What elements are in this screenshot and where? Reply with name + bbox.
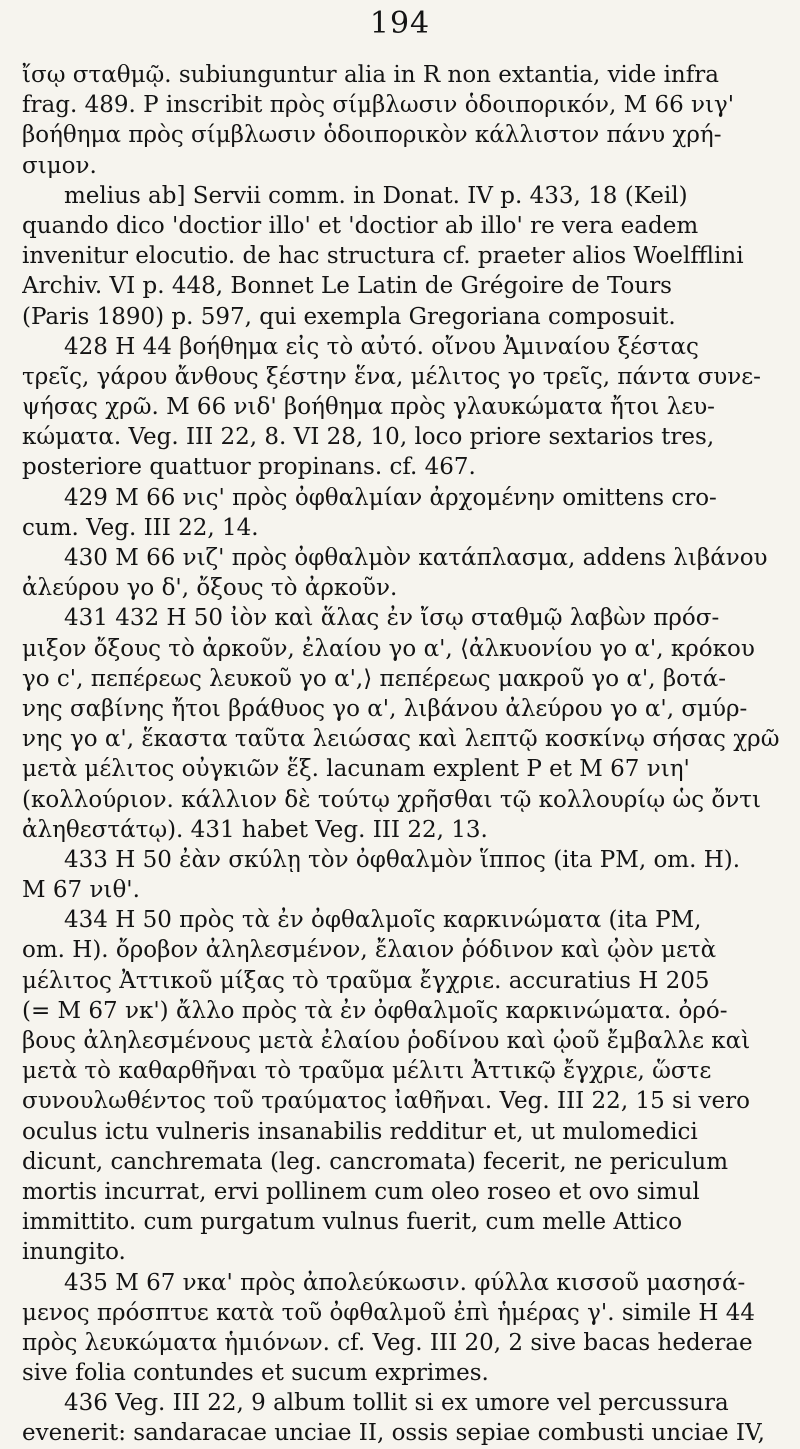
text-line: γο c', πεπέρεως λευκοῦ γο α',⟩ πεπέρεως μακροῦ γο α', βοτά- xyxy=(22,665,727,692)
entry-433: 433 H 50 ἐὰν σκύλῃ τὸν ὀφθαλμὸν ἵππος (ita PM, om. H). xyxy=(64,846,741,873)
page-number: 194 xyxy=(369,6,431,41)
text-line: quando dico 'doctior illo' et 'doctior ab illo' re vera eadem xyxy=(22,212,699,239)
text-line: σιμον. xyxy=(22,152,97,179)
text-line: posteriore quattuor propinans. cf. 467. xyxy=(22,454,476,481)
text-line: M 67 νιθ'. xyxy=(22,877,140,904)
text-line: ψήσας χρῶ. M 66 νιδ' βοήθημα πρὸς γλαυκώματα ἤτοι λευ- xyxy=(22,394,715,421)
text-line: κώματα. Veg. III 22, 8. VI 28, 10, loco priore sextarios tres, xyxy=(22,424,715,451)
entry-430: 430 M 66 νιζ' πρὸς ὀφθαλμὸν κατάπλασμα, addens λιβάνου xyxy=(64,545,768,571)
text-line: mortis incurrat, ervi pollinem cum oleo roseo et ovo simul xyxy=(22,1178,700,1205)
text-line: βοήθημα πρὸς σίμβλωσιν ὁδοιπορικὸν κάλλιστον πάνυ χρή- xyxy=(22,122,722,149)
text-line: cum. Veg. III 22, 14. xyxy=(22,514,259,541)
text-line: melius ab] Servii comm. in Donat. IV p. 433, 18 (Keil) xyxy=(64,182,688,209)
entry-434: 434 H 50 πρὸς τὰ ἐν ὀφθαλμοῖς καρκινώματα (ita PM, xyxy=(64,907,702,934)
text-line: ἀλεύρου γο δ', ὄξους τὸ ἀρκοῦν. xyxy=(22,575,398,602)
text-line: frag. 489. P inscribit πρὸς σίμβλωσιν ὁδοιπορικόν, M 66 νιγ' xyxy=(22,92,735,119)
text-line: μιξον ὄξους τὸ ἀρκοῦν, ἐλαίου γο α', ⟨ἀλκυονίου γο α', κρόκου xyxy=(22,635,755,662)
text-line: inungito. xyxy=(22,1239,126,1266)
text-line: μετὰ τὸ καθαρθῆναι τὸ τραῦμα μέλιτι Ἀττικῷ ἔγχριε, ὥστε xyxy=(22,1058,712,1085)
text-line: πρὸς λευκώματα ἡμιόνων. cf. Veg. III 20, 2 sive bacas hederae xyxy=(22,1329,753,1356)
text-line: om. H). ὄροβον ἀληλεσμένον, ἔλαιον ῥόδινον καὶ ᾠὸν μετὰ xyxy=(22,937,717,964)
text-line: συνουλωθέντος τοῦ τραύματος ἰαθῆναι. Veg. III 22, 15 si vero xyxy=(22,1088,750,1115)
text-line: dicunt, canchremata (leg. cancromata) fecerit, ne periculum xyxy=(22,1148,729,1175)
text-line: βους ἀληλεσμένους μετὰ ἐλαίου ῥοδίνου καὶ ᾠοῦ ἔμβαλλε καὶ xyxy=(22,1028,751,1054)
entry-436: 436 Veg. III 22, 9 album tollit si ex umore vel percussura xyxy=(64,1390,729,1417)
text-line: (= M 67 νκ') ἄλλο πρὸς τὰ ἐν ὀφθαλμοῖς καρκινώματα. ὀρό- xyxy=(22,997,728,1024)
text-line: νης σαβίνης ἤτοι βράθυος γο α', λιβάνου ἀλεύρου γο α', σμύρ- xyxy=(22,695,748,722)
entry-435: 435 M 67 νκα' πρὸς ἀπολεύκωσιν. φύλλα κισσοῦ μασησά- xyxy=(64,1269,746,1296)
text-line: oculus ictu vulneris insanabilis redditur et, ut mulomedici xyxy=(22,1118,698,1145)
text-line: ἀληθεστάτῳ). 431 habet Veg. III 22, 13. xyxy=(22,816,488,843)
text-line: μέλιτος Ἀττικοῦ μίξας τὸ τραῦμα ἔγχριε. accuratius H 205 xyxy=(22,967,710,994)
text-line: τρεῖς, γάρου ἄνθους ξέστην ἕνα, μέλιτος γο τρεῖς, πάντα συνε- xyxy=(22,363,761,390)
entry-431-432: 431 432 H 50 ἰὸν καὶ ἅλας ἐν ἴσῳ σταθμῷ λαβὼν πρόσ- xyxy=(64,605,720,632)
text-line: νης γο α', ἕκαστα ταῦτα λειώσας καὶ λεπτῷ κοσκίνῳ σήσας χρῶ xyxy=(22,726,780,753)
text-line: μενος πρόσπτυε κατὰ τοῦ ὀφθαλμοῦ ἐπὶ ἡμέρας γ'. simile H 44 xyxy=(22,1299,756,1326)
text-line: Archiv. VI p. 448, Bonnet Le Latin de Grégoire de Tours xyxy=(22,273,672,300)
text-line: invenitur elocutio. de hac structura cf. praeter alios Woelfflini xyxy=(22,243,744,270)
text-line: (Paris 1890) p. 597, qui exempla Gregoriana composuit. xyxy=(22,303,676,330)
text-line: evenerit: sandaracae unciae II, ossis sepiae combusti unciae IV, xyxy=(22,1420,765,1447)
entry-428: 428 H 44 βοήθημα εἰς τὸ αὐτό. οἴνου Ἀμιναίου ξέστας xyxy=(64,333,699,360)
text-line: sive folia contundes et sucum exprimes. xyxy=(22,1360,489,1387)
text-line: μετὰ μέλιτος οὐγκιῶν ἕξ. lacunam explent P et M 67 νιη' xyxy=(22,756,690,783)
entry-429: 429 M 66 νις' πρὸς ὀφθαλμίαν ἀρχομένην omittens cro- xyxy=(64,484,717,511)
text-line: (κολλούριον. κάλλιον δὲ τούτῳ χρῆσθαι τῷ κολλουρίῳ ὡς ὄντι xyxy=(22,786,761,813)
text-line: ἴσῳ σταθμῷ. subiunguntur alia in R non extantia, vide infra xyxy=(22,62,719,88)
text-line: immittito. cum purgatum vulnus fuerit, cum melle Attico xyxy=(22,1209,683,1236)
page-body xyxy=(22,60,782,1449)
